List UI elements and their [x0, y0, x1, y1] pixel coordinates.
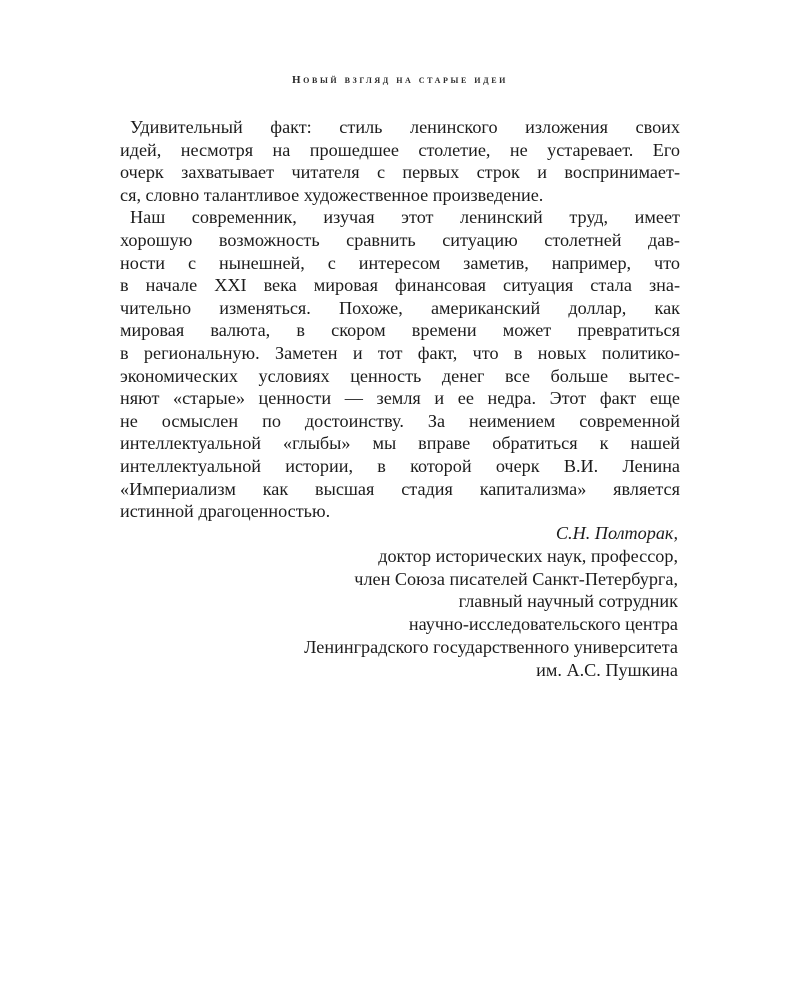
text-line: Удивительный факт: стиль ленинского изложения своих [130, 117, 680, 137]
text-line: истинной драгоценностью. [120, 501, 331, 522]
body-text [120, 116, 680, 523]
author-title: главный научный сотрудник [458, 591, 678, 612]
text-line: Наш современник, изучая этот ленинский труд, имеет [130, 207, 680, 228]
text-line: хорошую возможность сравнить ситуацию столетней дав- [120, 229, 680, 250]
text-line: чительно изменяться. Похоже, американский доллар, как [120, 297, 680, 318]
text-line: ности с нынешней, с интересом заметив, например, что [120, 252, 680, 273]
author-title: член Союза писателей Санкт-Петербурга, [354, 568, 678, 589]
text-line: няют «старые» ценности — земля и ее недра. Этот факт еще [120, 388, 680, 409]
author-title: им. А.С. Пушкина [536, 659, 678, 680]
text-line: в региональную. Заметен и тот факт, что в новых политико- [120, 342, 680, 363]
author-title: Ленинградского государственного университета [304, 636, 678, 657]
text-line: мировая валюта, в скором времени может превратиться [120, 320, 680, 341]
text-line: в начале XXI века мировая финансовая ситуация стала зна- [120, 275, 680, 296]
paragraph-1 [120, 116, 680, 206]
text-line: не осмыслен по достоинству. За неимением современной [120, 410, 680, 431]
author-title: доктор исторических наук, профессор, [378, 545, 678, 566]
text-line: интеллектуальной истории, в которой очерк В.И. Ленина [120, 455, 680, 476]
text-line: очерк захватывает читателя с первых строк и воспринимает- [120, 162, 680, 183]
author-name: С.Н. Полторак, [555, 523, 678, 543]
text-line: ся, словно талантливое художественное произведение. [120, 184, 544, 205]
text-line: интеллектуальной «глыбы» мы вправе обратиться к нашей [120, 433, 680, 454]
author-title: научно-исследовательского центра [408, 614, 678, 635]
text-line: «Империализм как высшая стадия капитализма» является [120, 478, 680, 499]
running-head: Новый взгляд на старые идеи [292, 74, 508, 86]
author-signature [118, 522, 678, 682]
paragraph-2 [120, 206, 680, 522]
text-line: идей, несмотря на прошедшее столетие, не устаревает. Его [120, 139, 680, 160]
text-line: экономических условиях ценность денег все больше вытес- [120, 365, 680, 386]
